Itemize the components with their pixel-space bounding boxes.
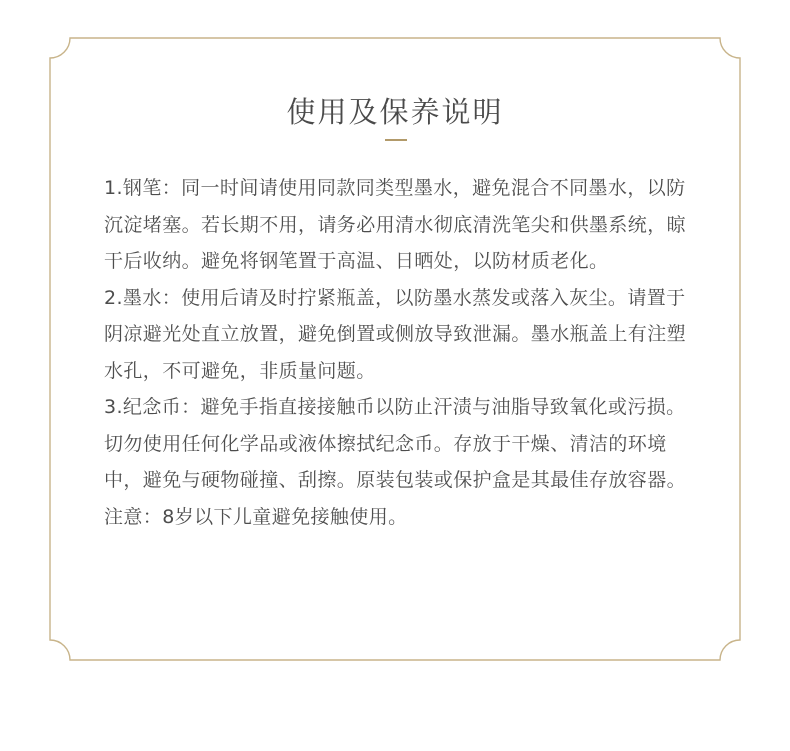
paragraph-pen: 1.钢笔：同一时间请使用同款同类型墨水，避免混合不同墨水，以防沉淀堵塞。若长期不用，请务必用清水彻底清洗笔尖和供墨系统，晾干后收纳。避免将钢笔置于高温、日晒处，以防材质老化。 — [104, 177, 687, 272]
paragraph-ink: 2.墨水：使用后请及时拧紧瓶盖，以防墨水蒸发或落入灰尘。请置于阴凉避光处直立放置，避免倒置或侧放导致泄漏。墨水瓶盖上有注塑水孔，不可避免，非质量问题。 — [104, 286, 687, 382]
page-title: 使用及保养说明 — [286, 95, 504, 129]
paragraph-coin: 3.纪念币：避免手指直接接触币以防止汗渍与油脂导致氧化或污损。切勿使用任何化学品或液体擦拭纪念币。存放于干燥、清洁的环境中，避免与硬物碰撞、刮擦。原装包装或保护盒是其最佳存放容器。 — [104, 396, 687, 491]
title-underline — [385, 139, 407, 141]
instructions-body — [104, 170, 694, 535]
paragraph-notice: 注意：8岁以下儿童避免接触使用。 — [104, 505, 408, 528]
